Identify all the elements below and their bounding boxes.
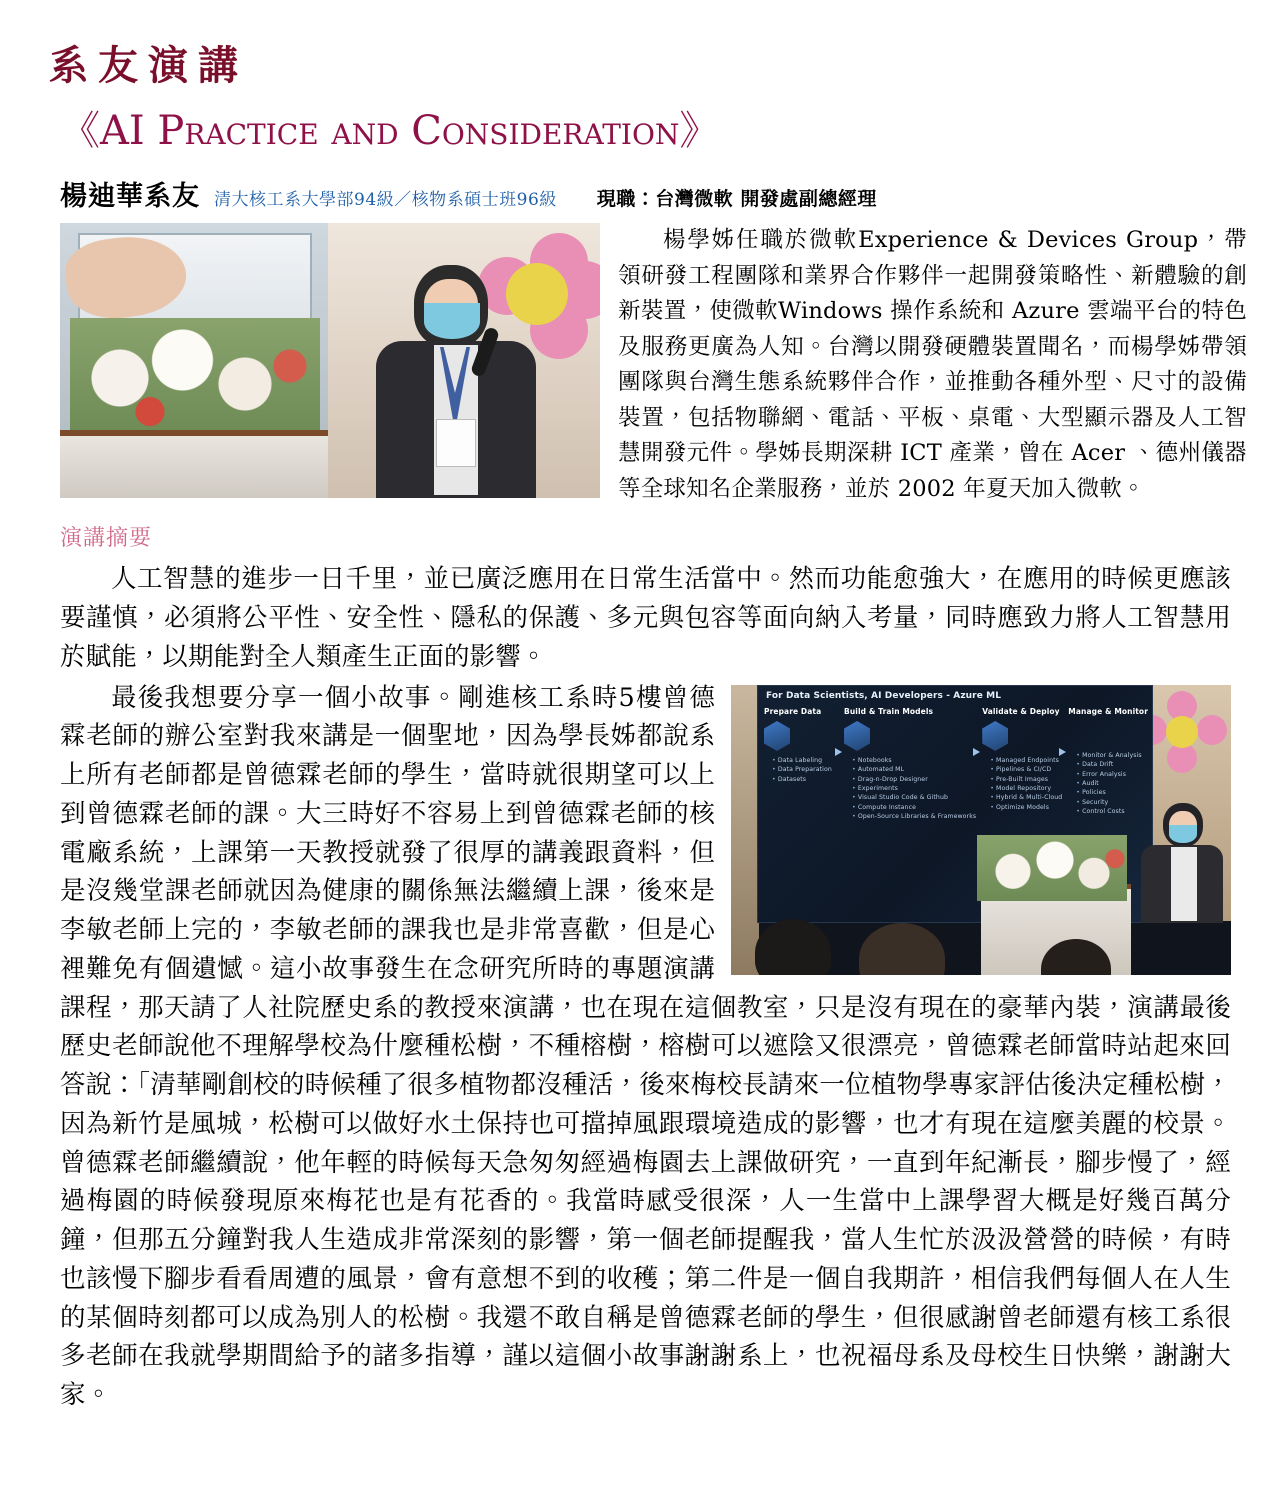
slide-column-list [764, 756, 838, 784]
speaker-bio: 楊學姊任職於微軟Experience & Devices Group，帶領研發工程團隊和業界合作夥伴一起開發策略性、新體驗的創新裝置，使微軟Windows 操作系統和 Azure 雲端平台的特色及服務更廣為人知。台灣以開發硬體裝置聞名，而楊學姊帶領團隊與台灣生態系統夥伴合作，並推動各種外型、尺寸的設備裝置，包括物聯網、電話、平板、桌電、大型顯示器及人工智慧開發元件。學姊長期深耕 ICT 產業，曾在 Acer 、德州儀器等全球知名企業服務，並於 2002 年夏天加入微軟。 [618, 227, 1247, 502]
list-item: • Data Drift [1076, 760, 1148, 769]
article-page [0, 34, 1279, 1509]
photo-audience [731, 919, 1231, 975]
list-item: • Audit [1076, 779, 1148, 788]
balloon-center-icon [1166, 716, 1198, 748]
hexagon-icon [844, 721, 870, 751]
slide-column-heading: Build & Train Models [844, 706, 934, 716]
list-item: • Hybrid & Multi-Cloud [990, 793, 1062, 802]
list-item: • Data Preparation [772, 765, 838, 774]
list-item: • Monitor & Analysis [1076, 751, 1148, 760]
list-item: • Policies [1076, 788, 1148, 797]
list-item: • Automated ML [852, 765, 976, 774]
slide-column-heading: Manage & Monitor [1068, 706, 1148, 716]
name-badge [436, 419, 476, 467]
face-mask-icon [424, 303, 480, 339]
arrow-right-icon [1059, 748, 1066, 756]
abstract-body [60, 560, 1231, 1417]
list-item: • Pipelines & CI/CD [990, 765, 1062, 774]
slide-column [764, 706, 838, 918]
slide-column-list [1068, 751, 1148, 816]
list-item: • Optimize Models [990, 803, 1062, 812]
hexagon-icon [764, 721, 790, 751]
balloon-petal-icon [1197, 715, 1227, 745]
photo-right-panel [328, 223, 600, 498]
photo-flower-arrangement [70, 318, 320, 438]
photo-flower-arrangement [977, 835, 1127, 901]
list-item: • Managed Endpoints [990, 756, 1062, 765]
audience-head [1041, 939, 1111, 975]
arrow-right-icon [835, 748, 842, 756]
list-item: • Visual Studio Code & Github [852, 793, 976, 802]
list-item: • Security [1076, 798, 1148, 807]
slide-column-list [982, 756, 1062, 812]
list-item: • Open-Source Libraries & Frameworks [852, 812, 976, 821]
speaker-name: 楊迪華系友 [60, 181, 200, 212]
speaker-degrees: 清大核工系大學部94級／核物系碩士班96級 [214, 190, 557, 210]
slide-column-heading: Prepare Data [764, 706, 822, 716]
list-item: • Datasets [772, 775, 838, 784]
list-item: • Data Labeling [772, 756, 838, 765]
list-item: • Notebooks [852, 756, 976, 765]
page-kicker: 系友演講 [48, 42, 248, 89]
abstract-paragraph-1: 人工智慧的進步一日千里，並已廣泛應用在日常生活當中。然而功能愈強大，在應用的時候更應該要謹慎，必須將公平性、安全性、隱私的保護、多元與包容等面向納入考量，同時應致力將人工智慧用於賦能，以期能對全人類產生正面的影響。 [60, 564, 1231, 672]
speaker-photo-top [60, 223, 600, 498]
speaker-position: 現職：台灣微軟 開發處副總經理 [596, 188, 877, 210]
audience-head [755, 919, 831, 975]
photo-speaker-shirt [1171, 847, 1197, 921]
abstract-heading: 演講摘要 [60, 526, 153, 552]
page-title: 《AI Practice and Consideration》 [60, 108, 720, 154]
photo-podium [60, 430, 328, 498]
arrow-right-icon [973, 748, 980, 756]
slide-title: For Data Scientists, AI Developers - Azure ML [766, 690, 1002, 701]
list-item: • Pre-Built Images [990, 775, 1062, 784]
list-item: • Drag-n-Drop Designer [852, 775, 976, 784]
list-item: • Error Analysis [1076, 770, 1148, 779]
bio-block [24, 223, 1255, 507]
face-mask-icon [1169, 825, 1197, 843]
speaker-info-row [60, 174, 1255, 213]
slide-column-heading: Validate & Deploy [982, 706, 1060, 716]
photo-left-panel [60, 223, 328, 498]
audience-head [859, 923, 945, 975]
slide-column-list [844, 756, 976, 821]
speaker-photo-bottom [731, 685, 1231, 975]
balloon-center-icon [506, 263, 568, 325]
list-item: • Model Repository [990, 784, 1062, 793]
hexagon-icon [982, 721, 1008, 751]
slide-column [844, 706, 976, 918]
list-item: • Experiments [852, 784, 976, 793]
list-item: • Compute Instance [852, 803, 976, 812]
abstract-paragraph-2: 最後我想要分享一個小故事。剛進核工系時5樓曾德霖老師的辦公室對我來講是一個聖地，因為學長姊都說系上所有老師都是曾德霖老師的學生，當時就很期望可以上到曾德霖老師的課。大三時好不容易上到曾德霖老師的核電廠系統，上課第一天教授就發了很厚的講義跟資料，但是沒幾堂課老師就因為健康的關係無法繼續上課，後來是李敏老師上完的，李敏老師的課我也是非常喜歡，但是心裡難免有個遺憾。這小故事發生在念研究所時的專題演講課程，那天請了人社院歷史系的教授來演講，也在現在這個教室，只是沒有現在的豪華內裝，演講最後歷史老師說他不理解學校為什麼種松樹，不種榕樹，榕樹可以遮陰又很漂亮，曾德霖老師當時站起來回答說：「清華剛創校的時候種了很多植物都沒種活，後來梅校長請來一位植物學專家評估後決定種松樹，因為新竹是風城，松樹可以做好水土保持也可擋掉風跟環境造成的影響，也才有現在這麼美麗的校景。曾德霖老師繼續說，他年輕的時候每天急匆匆經過梅園去上課做研究，一直到年紀漸長，腳步慢了，經過梅園的時候發現原來梅花也是有花香的。我當時感受很深，人一生當中上課學習大概是好幾百萬分鐘，但那五分鐘對我人生造成非常深刻的影響，第一個老師提醒我，當人生忙於汲汲營營的時候，有時也該慢下腳步看看周遭的風景，會有意想不到的收穫；第二件是一個自我期許，相信我們每個人在人生的某個時刻都可以成為別人的松樹。我還不敢自稱是曾德霖老師的學生，但很感謝曾老師還有核工系很多老師在我就學期間給予的諸多指導，謹以這個小故事謝謝系上，也祝福母系及母校生日快樂，謝謝大家。 [60, 682, 1231, 1411]
list-item: • Control Costs [1076, 807, 1148, 816]
